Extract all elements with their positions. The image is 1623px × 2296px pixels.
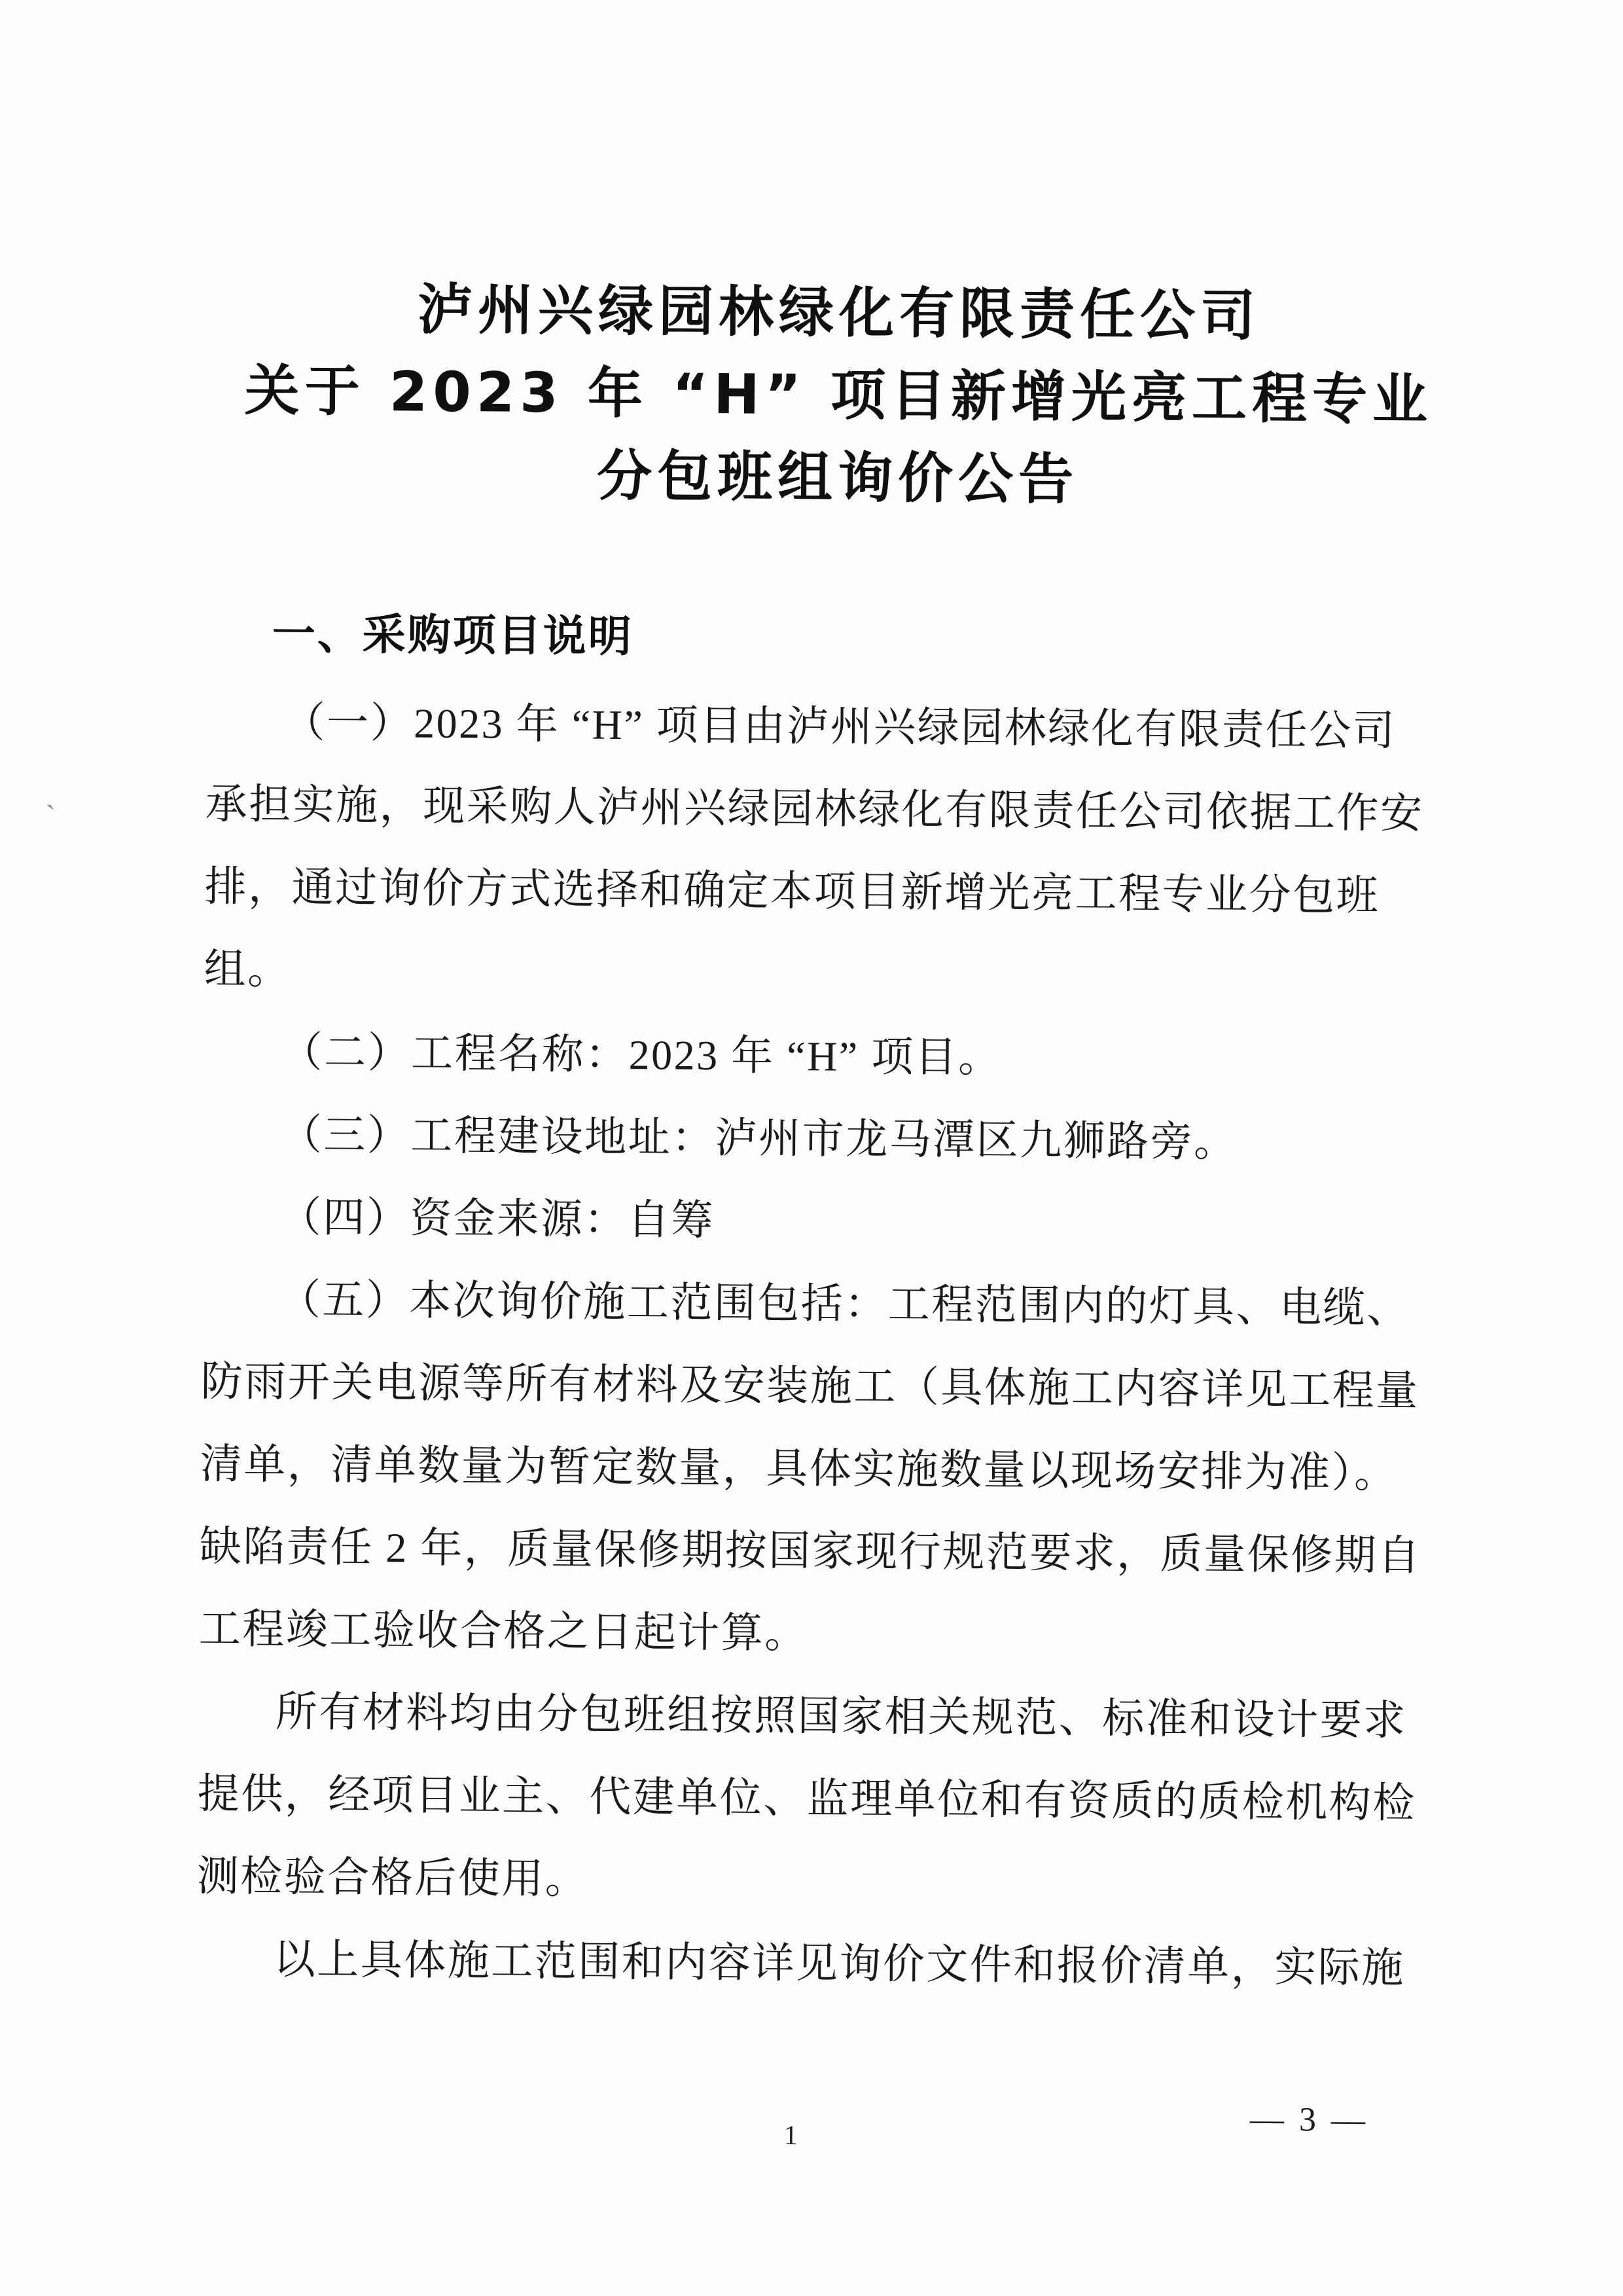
paragraph-line: 排，通过询价方式选择和确定本项目新增光亮工程专业分包班 xyxy=(204,863,1380,920)
document-title-line: 泸州兴绿园林绿化有限责任公司 xyxy=(417,277,1261,348)
document-content xyxy=(196,0,1435,2151)
paragraph-line: 提供，经项目业主、代建单位、监理单位和有资质的质检机构检 xyxy=(197,1770,1417,1827)
paragraph-line: 清单，清单数量为暂定数量，具体实施数量以现场安排为准）。 xyxy=(200,1440,1399,1497)
paragraph-line: （二）工程名称：2023 年 “H” 项目。 xyxy=(280,1028,1003,1081)
paragraph-line: （一）2023 年 “H” 项目由泸州兴绿园林绿化有限责任公司 xyxy=(283,698,1397,755)
paragraph-line: （三）工程建设地址：泸州市龙马潭区九狮路旁。 xyxy=(279,1111,1238,1166)
page-number: — 3 — xyxy=(1249,2100,1369,2140)
footer-small-number: 1 xyxy=(783,2121,798,2151)
paragraph-line: （四）资金来源：自筹 xyxy=(279,1193,715,1244)
document-title-line: 关于 2023 年 “H” 项目新增光亮工程专业 xyxy=(244,358,1433,432)
paragraph-line: 工程竣工验收合格之日起计算。 xyxy=(198,1605,809,1657)
paragraph-line: 组。 xyxy=(204,946,291,994)
paragraph-line: 防雨开关电源等所有材料及安装施工（具体施工内容详见工程量 xyxy=(200,1357,1419,1414)
paragraph-line: （五）本次询价施工范围包括：工程范围内的灯具、电缆、 xyxy=(278,1276,1410,1332)
document-title-line: 分包班组询价公告 xyxy=(596,443,1079,512)
paragraph-line: 以上具体施工范围和内容详见询价文件和报价清单，实际施 xyxy=(273,1935,1406,1992)
paragraph-line: 缺陷责任 2 年，质量保修期按国家现行规范要求，质量保修期自 xyxy=(199,1522,1422,1579)
section-heading: 一、采购项目说明 xyxy=(272,608,634,662)
paragraph-line: 测检验合格后使用。 xyxy=(196,1852,589,1903)
scan-speck-artifact xyxy=(46,806,63,826)
paragraph-line: 承担实施，现采购人泸州兴绿园林绿化有限责任公司依据工作安 xyxy=(205,781,1424,837)
paragraph-line: 所有材料均由分包班组按照国家相关规范、标准和设计要求 xyxy=(275,1688,1408,1744)
document-title xyxy=(243,0,1435,523)
